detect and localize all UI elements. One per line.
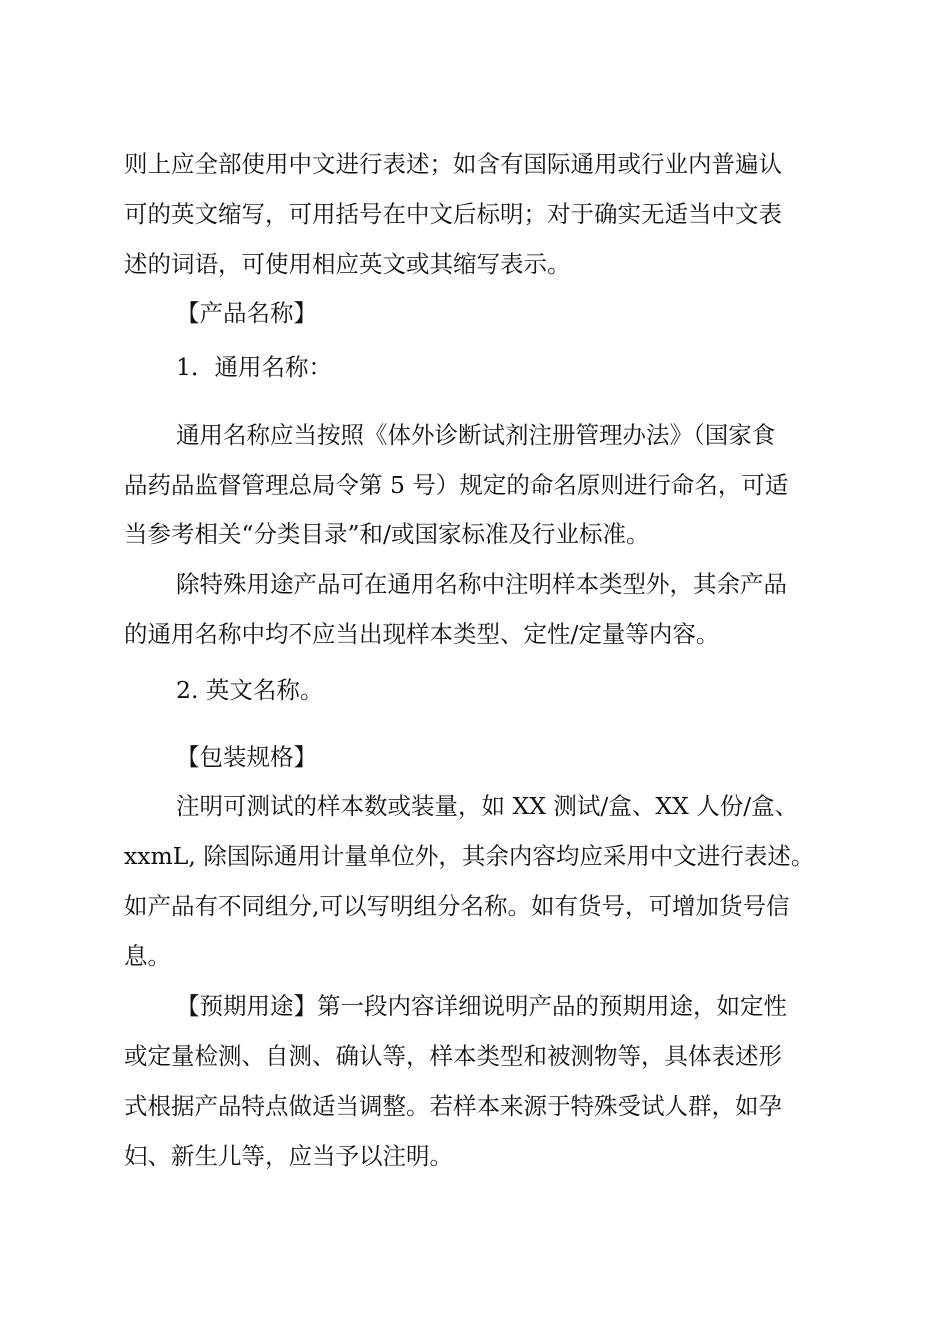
- paragraph-line: 或定量检测、自测、确认等，样本类型和被测物等，具体表述形: [124, 1042, 782, 1070]
- paragraph-line: 注明可测试的样本数或装量，如 XX 测试/盒、XX 人份/盒、: [176, 792, 799, 820]
- paragraph-line: 式根据产品特点做适当调整。若样本来源于特殊受试人群，如孕: [124, 1092, 782, 1120]
- paragraph-line: 通用名称应当按照《体外诊断试剂注册管理办法》（国家食: [176, 421, 776, 449]
- section-heading-package-spec: 【包装规格】: [176, 743, 317, 771]
- paragraph-line: 当参考相关“分类目录”和/或国家标准及行业标准。: [124, 520, 650, 548]
- paragraph-line: 可的英文缩写，可用括号在中文后标明；对于确实无适当中文表: [124, 200, 782, 228]
- paragraph-line: 如产品有不同组分,可以写明组分名称。如有货号，可增加货号信: [124, 892, 790, 920]
- section-heading-product-name: 【产品名称】: [176, 299, 317, 327]
- paragraph-line: 品药品监督管理总局令第 5 号）规定的命名原则进行命名，可适: [124, 471, 789, 499]
- paragraph-line: 除特殊用途产品可在通用名称中注明样本类型外，其余产品: [176, 570, 787, 598]
- section-heading-intended-use: 【预期用途】第一段内容详细说明产品的预期用途，如定性: [176, 992, 787, 1020]
- paragraph-line: xxmL, 除国际通用计量单位外，其余内容均应采用中文进行表述。: [124, 842, 815, 870]
- paragraph-line: 述的词语，可使用相应英文或其缩写表示。: [124, 250, 571, 278]
- paragraph-line: 息。: [124, 942, 171, 970]
- subheading-english-name: 2. 英文名称。: [176, 676, 324, 704]
- paragraph-line: 则上应全部使用中文进行表述；如含有国际通用或行业内普遍认: [124, 150, 782, 178]
- paragraph-line: 妇、新生儿等，应当予以注明。: [124, 1142, 453, 1170]
- paragraph-line: 的通用名称中均不应当出现样本类型、定性/定量等内容。: [124, 620, 720, 648]
- subheading-common-name: 1．通用名称：: [176, 353, 332, 381]
